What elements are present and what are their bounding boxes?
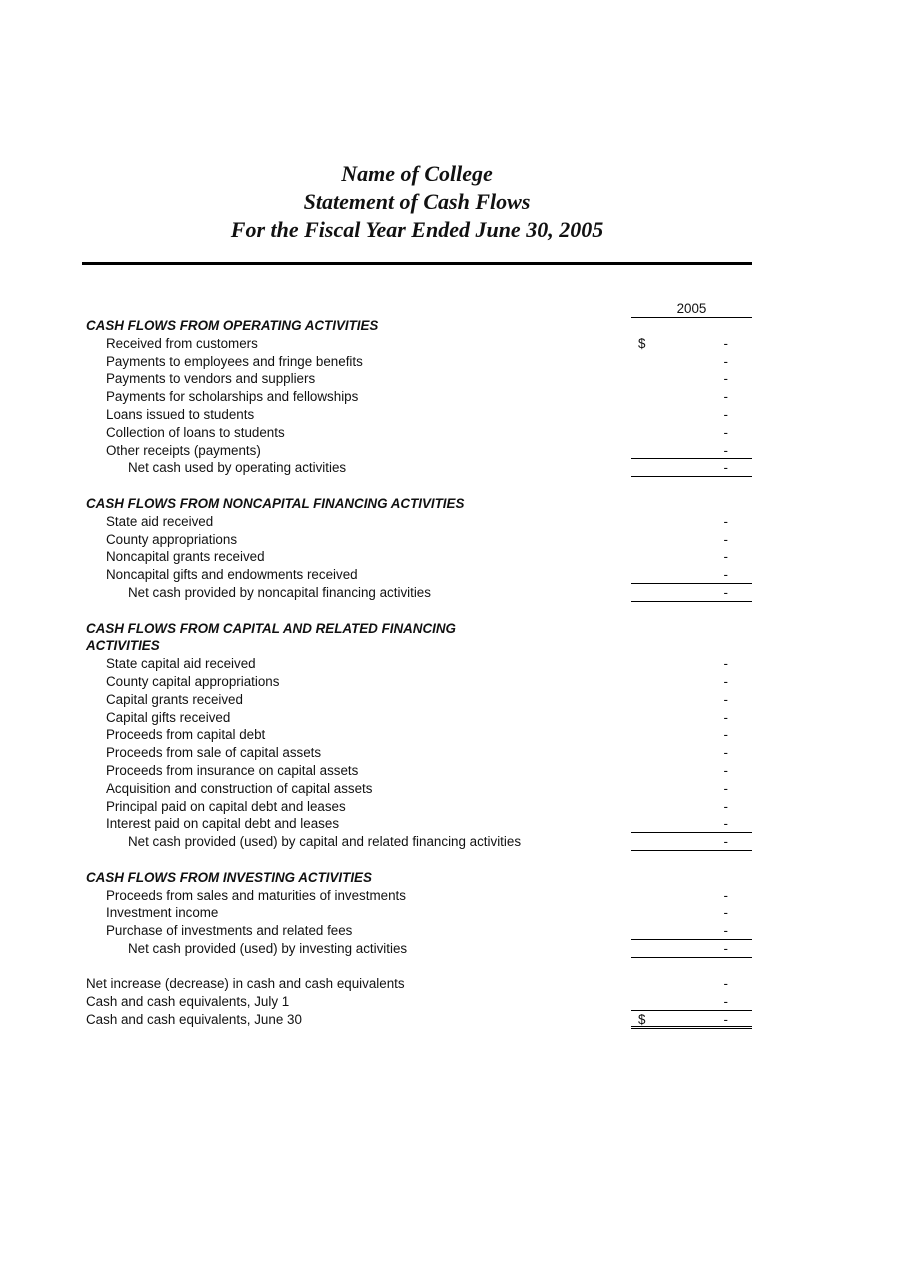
- underline-cell: [631, 815, 752, 833]
- fiscal-period: For the Fiscal Year Ended June 30, 2005: [230, 217, 604, 242]
- row-label: Other receipts (payments): [106, 442, 261, 458]
- subtotal-row: [86, 584, 752, 602]
- row-value: -: [723, 424, 728, 440]
- row-value: -: [723, 816, 728, 832]
- section-heading-investing: [86, 869, 752, 887]
- cash-flow-table: [86, 300, 752, 1029]
- subtotal-row: [86, 833, 752, 851]
- row-label: Capital gifts received: [106, 709, 231, 725]
- underline-cell: [631, 584, 752, 602]
- row-label: Proceeds from sale of capital assets: [106, 745, 322, 761]
- row-value: -: [723, 976, 728, 992]
- table-row: [86, 762, 752, 780]
- row-label: Acquisition and construction of capital assets: [106, 780, 373, 796]
- row-value: -: [723, 389, 728, 405]
- table-row: [86, 566, 752, 584]
- row-label: Net increase (decrease) in cash and cash equivalents: [86, 976, 405, 992]
- row-value: -: [723, 762, 728, 778]
- row-label: Proceeds from insurance on capital assets: [106, 762, 359, 778]
- row-label: State aid received: [106, 513, 214, 529]
- underline-cell: [631, 566, 752, 584]
- row-label: County appropriations: [106, 531, 238, 547]
- row-label: Noncapital grants received: [106, 549, 265, 565]
- subtotal-value: -: [723, 584, 728, 600]
- table-row: [86, 370, 752, 388]
- row-label: Received from customers: [106, 335, 258, 351]
- row-value: -: [723, 656, 728, 672]
- subtotal-label: Net cash provided (used) by capital and related financing activities: [128, 834, 522, 850]
- row-value: -: [723, 691, 728, 707]
- subtotal-label: Net cash provided (used) by investing activities: [128, 940, 408, 956]
- table-row: [86, 798, 752, 816]
- table-row: [86, 922, 752, 940]
- total-row: [86, 1011, 752, 1029]
- row-value: -: [723, 745, 728, 761]
- row-value: -: [723, 442, 728, 458]
- row-value: -: [723, 531, 728, 547]
- row-value: -: [723, 371, 728, 387]
- subtotal-label: Net cash used by operating activities: [128, 460, 347, 476]
- table-row: [86, 887, 752, 905]
- table-row: [86, 709, 752, 727]
- section-heading-capital: [86, 620, 752, 638]
- table-row: [86, 335, 752, 353]
- table-row: [86, 424, 752, 442]
- underline-cell: [631, 833, 752, 851]
- table-row: [86, 353, 752, 371]
- row-value: -: [723, 709, 728, 725]
- subtotal-value: -: [723, 940, 728, 956]
- row-label: Proceeds from capital debt: [106, 727, 266, 743]
- section-heading-operating: [86, 317, 752, 335]
- row-label: Noncapital gifts and endowments received: [106, 567, 358, 583]
- section-heading-noncapital: [86, 495, 752, 513]
- row-label: County capital appropriations: [106, 673, 280, 689]
- underline-cell: [631, 442, 752, 460]
- currency-symbol: $: [638, 1012, 646, 1028]
- double-underline-cell: [631, 1011, 752, 1029]
- table-row: [86, 744, 752, 762]
- row-label: Cash and cash equivalents, June 30: [86, 1012, 302, 1028]
- row-value: -: [723, 905, 728, 921]
- table-row: [86, 442, 752, 460]
- table-row: [86, 655, 752, 673]
- summary-row: [86, 975, 752, 993]
- subtotal-value: -: [723, 834, 728, 850]
- underline-cell: [631, 993, 752, 1011]
- row-value: -: [723, 727, 728, 743]
- row-label: Payments to vendors and suppliers: [106, 371, 316, 387]
- row-label: Capital grants received: [106, 691, 243, 707]
- row-value: -: [723, 780, 728, 796]
- row-value: -: [723, 887, 728, 903]
- subtotal-value: -: [723, 460, 728, 476]
- table-row: [86, 531, 752, 549]
- column-header-2005: 2005: [631, 300, 752, 318]
- college-name: Name of College: [341, 161, 493, 186]
- title-divider: [82, 262, 752, 265]
- row-value: -: [723, 549, 728, 565]
- row-value: -: [723, 353, 728, 369]
- statement-name: Statement of Cash Flows: [303, 189, 531, 214]
- table-row: [86, 388, 752, 406]
- row-value: -: [723, 335, 728, 351]
- underline-cell: [631, 459, 752, 477]
- table-row: [86, 904, 752, 922]
- table-row: [86, 406, 752, 424]
- row-value: -: [723, 1012, 728, 1028]
- currency-symbol: $: [638, 335, 646, 351]
- row-label: Payments for scholarships and fellowships: [106, 389, 359, 405]
- section-heading-label: CASH FLOWS FROM INVESTING ACTIVITIES: [86, 869, 372, 885]
- subtotal-label: Net cash provided by noncapital financing activities: [128, 584, 431, 600]
- summary-row: [86, 993, 752, 1011]
- section-heading-label: CASH FLOWS FROM CAPITAL AND RELATED FINANCING: [86, 620, 456, 636]
- section-heading-label: CASH FLOWS FROM OPERATING ACTIVITIES: [86, 318, 379, 333]
- row-label: Investment income: [106, 905, 219, 921]
- table-row: [86, 815, 752, 833]
- table-row: [86, 726, 752, 744]
- row-label: Collection of loans to students: [106, 424, 285, 440]
- section-heading-label: ACTIVITIES: [86, 638, 160, 654]
- row-value: -: [723, 923, 728, 939]
- row-value: -: [723, 994, 728, 1010]
- row-value: -: [723, 513, 728, 529]
- row-label: Cash and cash equivalents, July 1: [86, 994, 290, 1010]
- section-heading-capital-cont: [86, 637, 752, 655]
- table-row: [86, 691, 752, 709]
- column-header-row: [86, 300, 752, 317]
- section-heading-label: CASH FLOWS FROM NONCAPITAL FINANCING ACTIVITIES: [86, 495, 465, 511]
- row-label: Interest paid on capital debt and leases: [106, 816, 340, 832]
- row-value: -: [723, 567, 728, 583]
- row-value: -: [723, 673, 728, 689]
- row-label: Loans issued to students: [106, 406, 255, 422]
- row-label: Purchase of investments and related fees: [106, 923, 353, 939]
- table-row: [86, 513, 752, 531]
- table-row: [86, 780, 752, 798]
- row-label: Proceeds from sales and maturities of investments: [106, 887, 406, 903]
- row-value: -: [723, 406, 728, 422]
- row-label: State capital aid received: [106, 656, 256, 672]
- underline-cell: [631, 940, 752, 958]
- table-row: [86, 673, 752, 691]
- row-value: -: [723, 798, 728, 814]
- subtotal-row: [86, 459, 752, 477]
- row-label: Principal paid on capital debt and leases: [106, 798, 346, 814]
- row-label: Payments to employees and fringe benefits: [106, 353, 363, 369]
- underline-cell: [631, 922, 752, 940]
- statement-title: [82, 160, 752, 244]
- subtotal-row: [86, 940, 752, 958]
- table-row: [86, 548, 752, 566]
